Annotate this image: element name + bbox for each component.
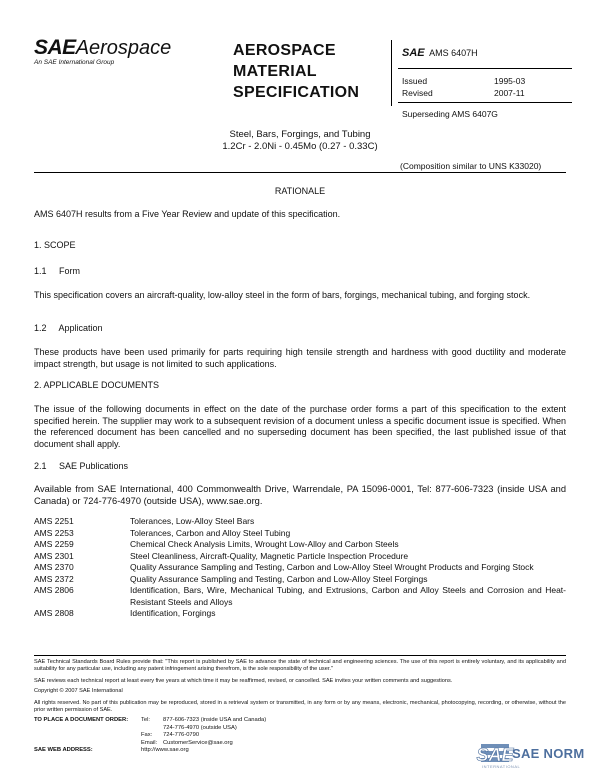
section-application-text: These products have been used primarily for parts requiring high tensile strength and hardness with good ductility and moderate impact strength, but usage is not limited to such applications. [34, 347, 566, 369]
composition-note: (Composition similar to UNS K33020) [400, 161, 542, 171]
sae-norm-watermark [476, 742, 592, 770]
tel-label: Tel: [141, 717, 151, 723]
document-row: AMS 2251 Tolerances, Low-Alloy Steel Bars [34, 516, 255, 526]
referenced-documents-list [34, 516, 566, 620]
section-applicable-text: The issue of the following documents in effect on the date of the purchase order forms a part of this specification to the extent specified herein. The supplier may work to a subsequent revision of a document unless a specific document issue is specified. When the referenced document has been cancelled and no superseding document has been specified, the last published issue of that document shall apply. [34, 404, 566, 449]
subject-line-1: Steel, Bars, Forgings, and Tubing [229, 129, 371, 140]
tel-outside: 724-776-4970 (outside USA) [163, 724, 237, 731]
section-form-heading: 1.1 Form [34, 266, 81, 276]
title-line-2: MATERIAL [233, 63, 317, 80]
issue-dates [402, 75, 525, 99]
subject-line-2: 1.2Cr - 2.0Ni - 0.45Mo (0.27 - 0.33C) [222, 141, 378, 152]
document-row: AMS 2301 Steel Cleanliness, Aircraft-Quality, Magnetic Particle Inspection Procedure [34, 550, 409, 561]
tel-inside: 877-606-7323 (inside USA and Canada) [163, 717, 267, 723]
section-sae-publications-heading: 2.1 SAE Publications [34, 461, 129, 471]
svg-text:SAE: SAE [476, 745, 514, 765]
contact-tel2-row [34, 725, 434, 733]
fax-value: 724-776-0790 [163, 732, 200, 738]
header-bottom-rule [34, 172, 566, 173]
rationale-heading: RATIONALE [274, 186, 326, 196]
footer-rules: SAE Technical Standards Board Rules provide that: "This report is published by SAE to advance the state of technical and engineering sciences. The use of this report is entirely voluntary, and its applicability and suitability for any particular use, including any patent infringement arising therefrom, is the sole responsibility of the user." [34, 659, 566, 672]
sae-aerospace-logo [34, 36, 171, 60]
footer-rights: All rights reserved. No part of this publication may be reproduced, stored in a retrieval system or transmitted, in any form or by any means, electronic, mechanical, photocopying, recording, or otherwise, without the prior written permission of SAE. [34, 700, 566, 713]
issued-label: Issued [402, 76, 428, 86]
email-link[interactable]: CustomerService@sae.org [163, 739, 233, 746]
section-sae-publications-text: Available from SAE International, 400 Commonwealth Drive, Warrendale, PA 15096-0001, Tel: 877-606-7323 (inside USA and Canada) or 724-776-4970 (outside USA), www.sae.org. [34, 484, 566, 506]
footer-review: SAE reviews each technical report at least every five years at which time it may be reaffirmed, revised, or cancelled. SAE invites your written comments and suggestions. [34, 678, 453, 684]
document-row: AMS 2806 Identification, Bars, Wire, Mechanical Tubing, and Extrusions, Carbon and Alloy Steels and Corrosion and Heat-Resistant Steels and Alloys [34, 585, 566, 607]
section-applicable-heading: 2. APPLICABLE DOCUMENTS [34, 380, 160, 390]
document-row: AMS 2253 Tolerances, Carbon and Alloy Steel Tubing [34, 527, 291, 538]
logo-sae: SAE [34, 36, 76, 59]
email-label: Email: [141, 739, 158, 746]
order-label: TO PLACE A DOCUMENT ORDER: [34, 717, 129, 723]
document-row: AMS 2372 Quality Assurance Sampling and Testing, Carbon and Low-Alloy Steel Forgings [34, 573, 428, 584]
issued-value: 1995-03 [494, 76, 526, 86]
contact-web-row [34, 747, 434, 755]
document-row: AMS 2808 Identification, Forgings [34, 608, 216, 618]
title-line-1: AEROSPACE [233, 42, 336, 59]
doc-number-value: AMS 6407H [429, 48, 478, 58]
document-type-title [233, 40, 359, 103]
footer-copyright: Copyright © 2007 SAE International [34, 688, 123, 694]
subject [0, 129, 600, 153]
dates-rule [398, 102, 572, 103]
doc-number-rule [398, 68, 572, 69]
contact-email-row [34, 740, 434, 748]
contact-fax-row [34, 732, 434, 740]
contact-tel-row [34, 717, 434, 725]
header-divider [391, 40, 392, 106]
logo-subtitle: An SAE International Group [34, 59, 115, 66]
footer-rule [34, 655, 566, 656]
watermark-brand: SAE NORM [512, 746, 585, 761]
revised-value: 2007-11 [494, 88, 525, 98]
section-form-text: This specification covers an aircraft-quality, low-alloy steel in the form of bars, forgings, mechanical tubing, and forging stock. [34, 290, 531, 300]
section-scope-heading: 1. SCOPE [34, 240, 76, 250]
section-application-heading: 1.2 Application [34, 323, 103, 333]
revised-label: Revised [402, 88, 433, 98]
superseding: Superseding AMS 6407G [402, 109, 498, 119]
web-link[interactable]: http://www.sae.org [141, 747, 189, 753]
document-number [402, 47, 478, 59]
logo-aerospace: Aerospace [75, 37, 172, 59]
document-row: AMS 2259 Chemical Check Analysis Limits, Wrought Low-Alloy and Carbon Steels [34, 539, 399, 549]
document-row: AMS 2370 Quality Assurance Sampling and Testing, Carbon and Low-Alloy Steel Wrought Products and Forging Stock [34, 562, 534, 572]
doc-prefix: SAE [402, 47, 425, 59]
footer-contact [34, 717, 434, 755]
rationale-text: AMS 6407H results from a Five Year Review and update of this specification. [34, 209, 341, 219]
watermark-tagline: INTERNATIONAL [482, 764, 521, 769]
fax-label: Fax: [141, 732, 153, 738]
title-line-3: SPECIFICATION [233, 84, 360, 101]
web-label: SAE WEB ADDRESS: [34, 747, 93, 753]
